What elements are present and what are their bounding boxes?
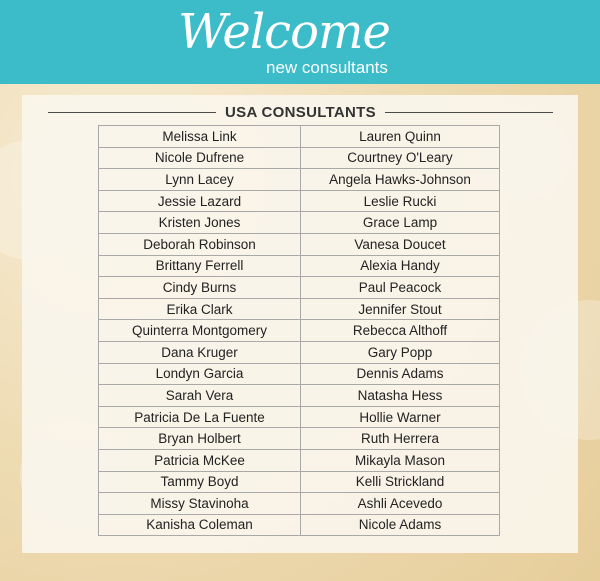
consultant-name-left: Kristen Jones (99, 212, 301, 234)
consultant-name-left: Patricia De La Fuente (99, 406, 301, 428)
consultant-name-right: Paul Peacock (301, 277, 500, 299)
consultant-name-right: Ashli Acevedo (301, 493, 500, 515)
title-rule-right (385, 112, 553, 113)
table-row (99, 169, 500, 191)
consultant-name-left: Brittany Ferrell (99, 255, 301, 277)
table-row (99, 212, 500, 234)
table-row (99, 255, 500, 277)
consultant-name-right: Dennis Adams (301, 363, 500, 385)
consultant-name-left: Lynn Lacey (99, 169, 301, 191)
consultant-name-left: Cindy Burns (99, 277, 301, 299)
consultant-name-right: Alexia Handy (301, 255, 500, 277)
consultant-name-right: Jennifer Stout (301, 298, 500, 320)
consultant-name-right: Natasha Hess (301, 385, 500, 407)
consultant-name-left: Jessie Lazard (99, 190, 301, 212)
consultant-name-right: Nicole Adams (301, 514, 500, 536)
table-row (99, 449, 500, 471)
consultant-name-right: Rebecca Althoff (301, 320, 500, 342)
table-row (99, 363, 500, 385)
section-title: USA CONSULTANTS (225, 104, 376, 121)
consultants-table (98, 125, 500, 536)
table-row (99, 190, 500, 212)
table-row (99, 385, 500, 407)
table-row (99, 277, 500, 299)
table-row (99, 147, 500, 169)
consultant-name-left: Patricia McKee (99, 449, 301, 471)
consultant-name-left: Dana Kruger (99, 341, 301, 363)
consultant-name-right: Leslie Rucki (301, 190, 500, 212)
consultant-name-left: Sarah Vera (99, 385, 301, 407)
consultant-name-left: Quinterra Montgomery (99, 320, 301, 342)
consultant-name-right: Grace Lamp (301, 212, 500, 234)
table-row (99, 298, 500, 320)
consultant-name-right: Kelli Strickland (301, 471, 500, 493)
table-row (99, 406, 500, 428)
table-row (99, 471, 500, 493)
consultant-name-right: Courtney O'Leary (301, 147, 500, 169)
consultant-name-right: Ruth Herrera (301, 428, 500, 450)
consultant-name-left: Melissa Link (99, 126, 301, 148)
title-rule-left (48, 112, 216, 113)
consultant-name-left: Bryan Holbert (99, 428, 301, 450)
consultant-name-right: Vanesa Doucet (301, 233, 500, 255)
table-row (99, 126, 500, 148)
welcome-banner (0, 0, 600, 84)
table-row (99, 341, 500, 363)
consultant-name-left: Tammy Boyd (99, 471, 301, 493)
consultant-name-right: Gary Popp (301, 341, 500, 363)
consultant-name-left: Erika Clark (99, 298, 301, 320)
table-row (99, 233, 500, 255)
table-row (99, 428, 500, 450)
consultant-name-left: Deborah Robinson (99, 233, 301, 255)
table-row (99, 320, 500, 342)
consultant-name-left: Londyn Garcia (99, 363, 301, 385)
table-row (99, 514, 500, 536)
consultant-name-left: Nicole Dufrene (99, 147, 301, 169)
welcome-subtitle: new consultants (266, 58, 388, 77)
consultant-name-right: Hollie Warner (301, 406, 500, 428)
consultant-name-left: Kanisha Coleman (99, 514, 301, 536)
consultant-name-right: Lauren Quinn (301, 126, 500, 148)
consultant-name-right: Angela Hawks-Johnson (301, 169, 500, 191)
consultant-name-right: Mikayla Mason (301, 449, 500, 471)
consultant-name-left: Missy Stavinoha (99, 493, 301, 515)
table-row (99, 493, 500, 515)
welcome-title: Welcome (178, 4, 390, 60)
